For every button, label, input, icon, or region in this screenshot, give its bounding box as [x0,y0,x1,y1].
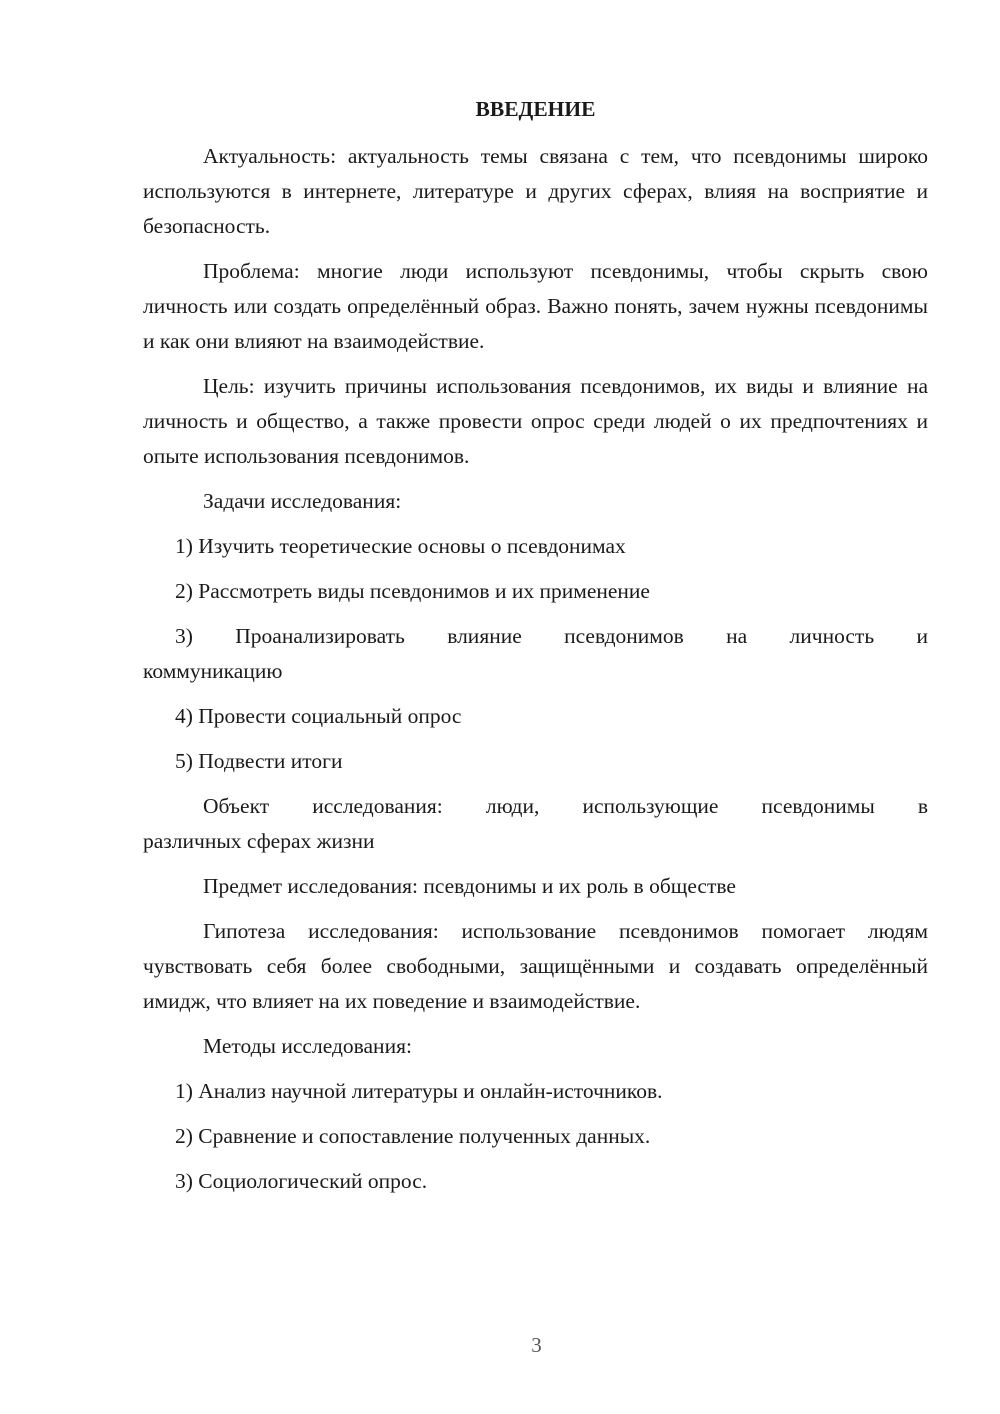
task-item-continuation: коммуникацию [143,659,283,683]
subject-paragraph: Предмет исследования: псевдонимы и их роль в обществе [203,874,736,898]
methods-heading: Методы исследования: [203,1034,412,1058]
method-item: 1) Анализ научной литературы и онлайн-источников. [175,1079,663,1103]
object-line-continuation: различных сферах жизни [143,829,375,853]
task-item: 1) Изучить теоретические основы о псевдонимах [175,534,626,558]
method-item: 2) Сравнение и сопоставление полученных данных. [175,1124,651,1148]
task-item: 4) Провести социальный опрос [175,704,462,728]
problem-paragraph: Проблема: многие люди используют псевдонимы, чтобы скрыть свою личность или создать определённый образ. Важно понять, зачем нужны псевдонимы и как они влияют на взаимодействие. [143,259,928,353]
document-page [143,92,928,1209]
object-line: Объект исследования: люди, использующие псевдонимы в [203,794,928,818]
tasks-heading: Задачи исследования: [203,489,402,513]
section-title: ВВЕДЕНИЕ [475,97,596,121]
task-item: 2) Рассмотреть виды псевдонимов и их применение [175,579,650,603]
task-item: 3) Проанализировать влияние псевдонимов на личность и [175,624,928,648]
page-number: 3 [531,1333,542,1357]
task-item: 5) Подвести итоги [175,749,343,773]
method-item: 3) Социологический опрос. [175,1169,428,1193]
relevance-paragraph: Актуальность: актуальность темы связана с тем, что псевдонимы широко используются в интернете, литературе и других сферах, влияя на восприятие и безопасность. [143,144,928,238]
goal-paragraph: Цель: изучить причины использования псевдонимов, их виды и влияние на личность и общество, а также провести опрос среди людей о их предпочтениях и опыте использования псевдонимов. [143,374,928,468]
hypothesis-paragraph: Гипотеза исследования: использование псевдонимов помогает людям чувствовать себя более свободными, защищёнными и создавать определённый имидж, что влияет на их поведение и взаимодействие. [143,919,928,1013]
